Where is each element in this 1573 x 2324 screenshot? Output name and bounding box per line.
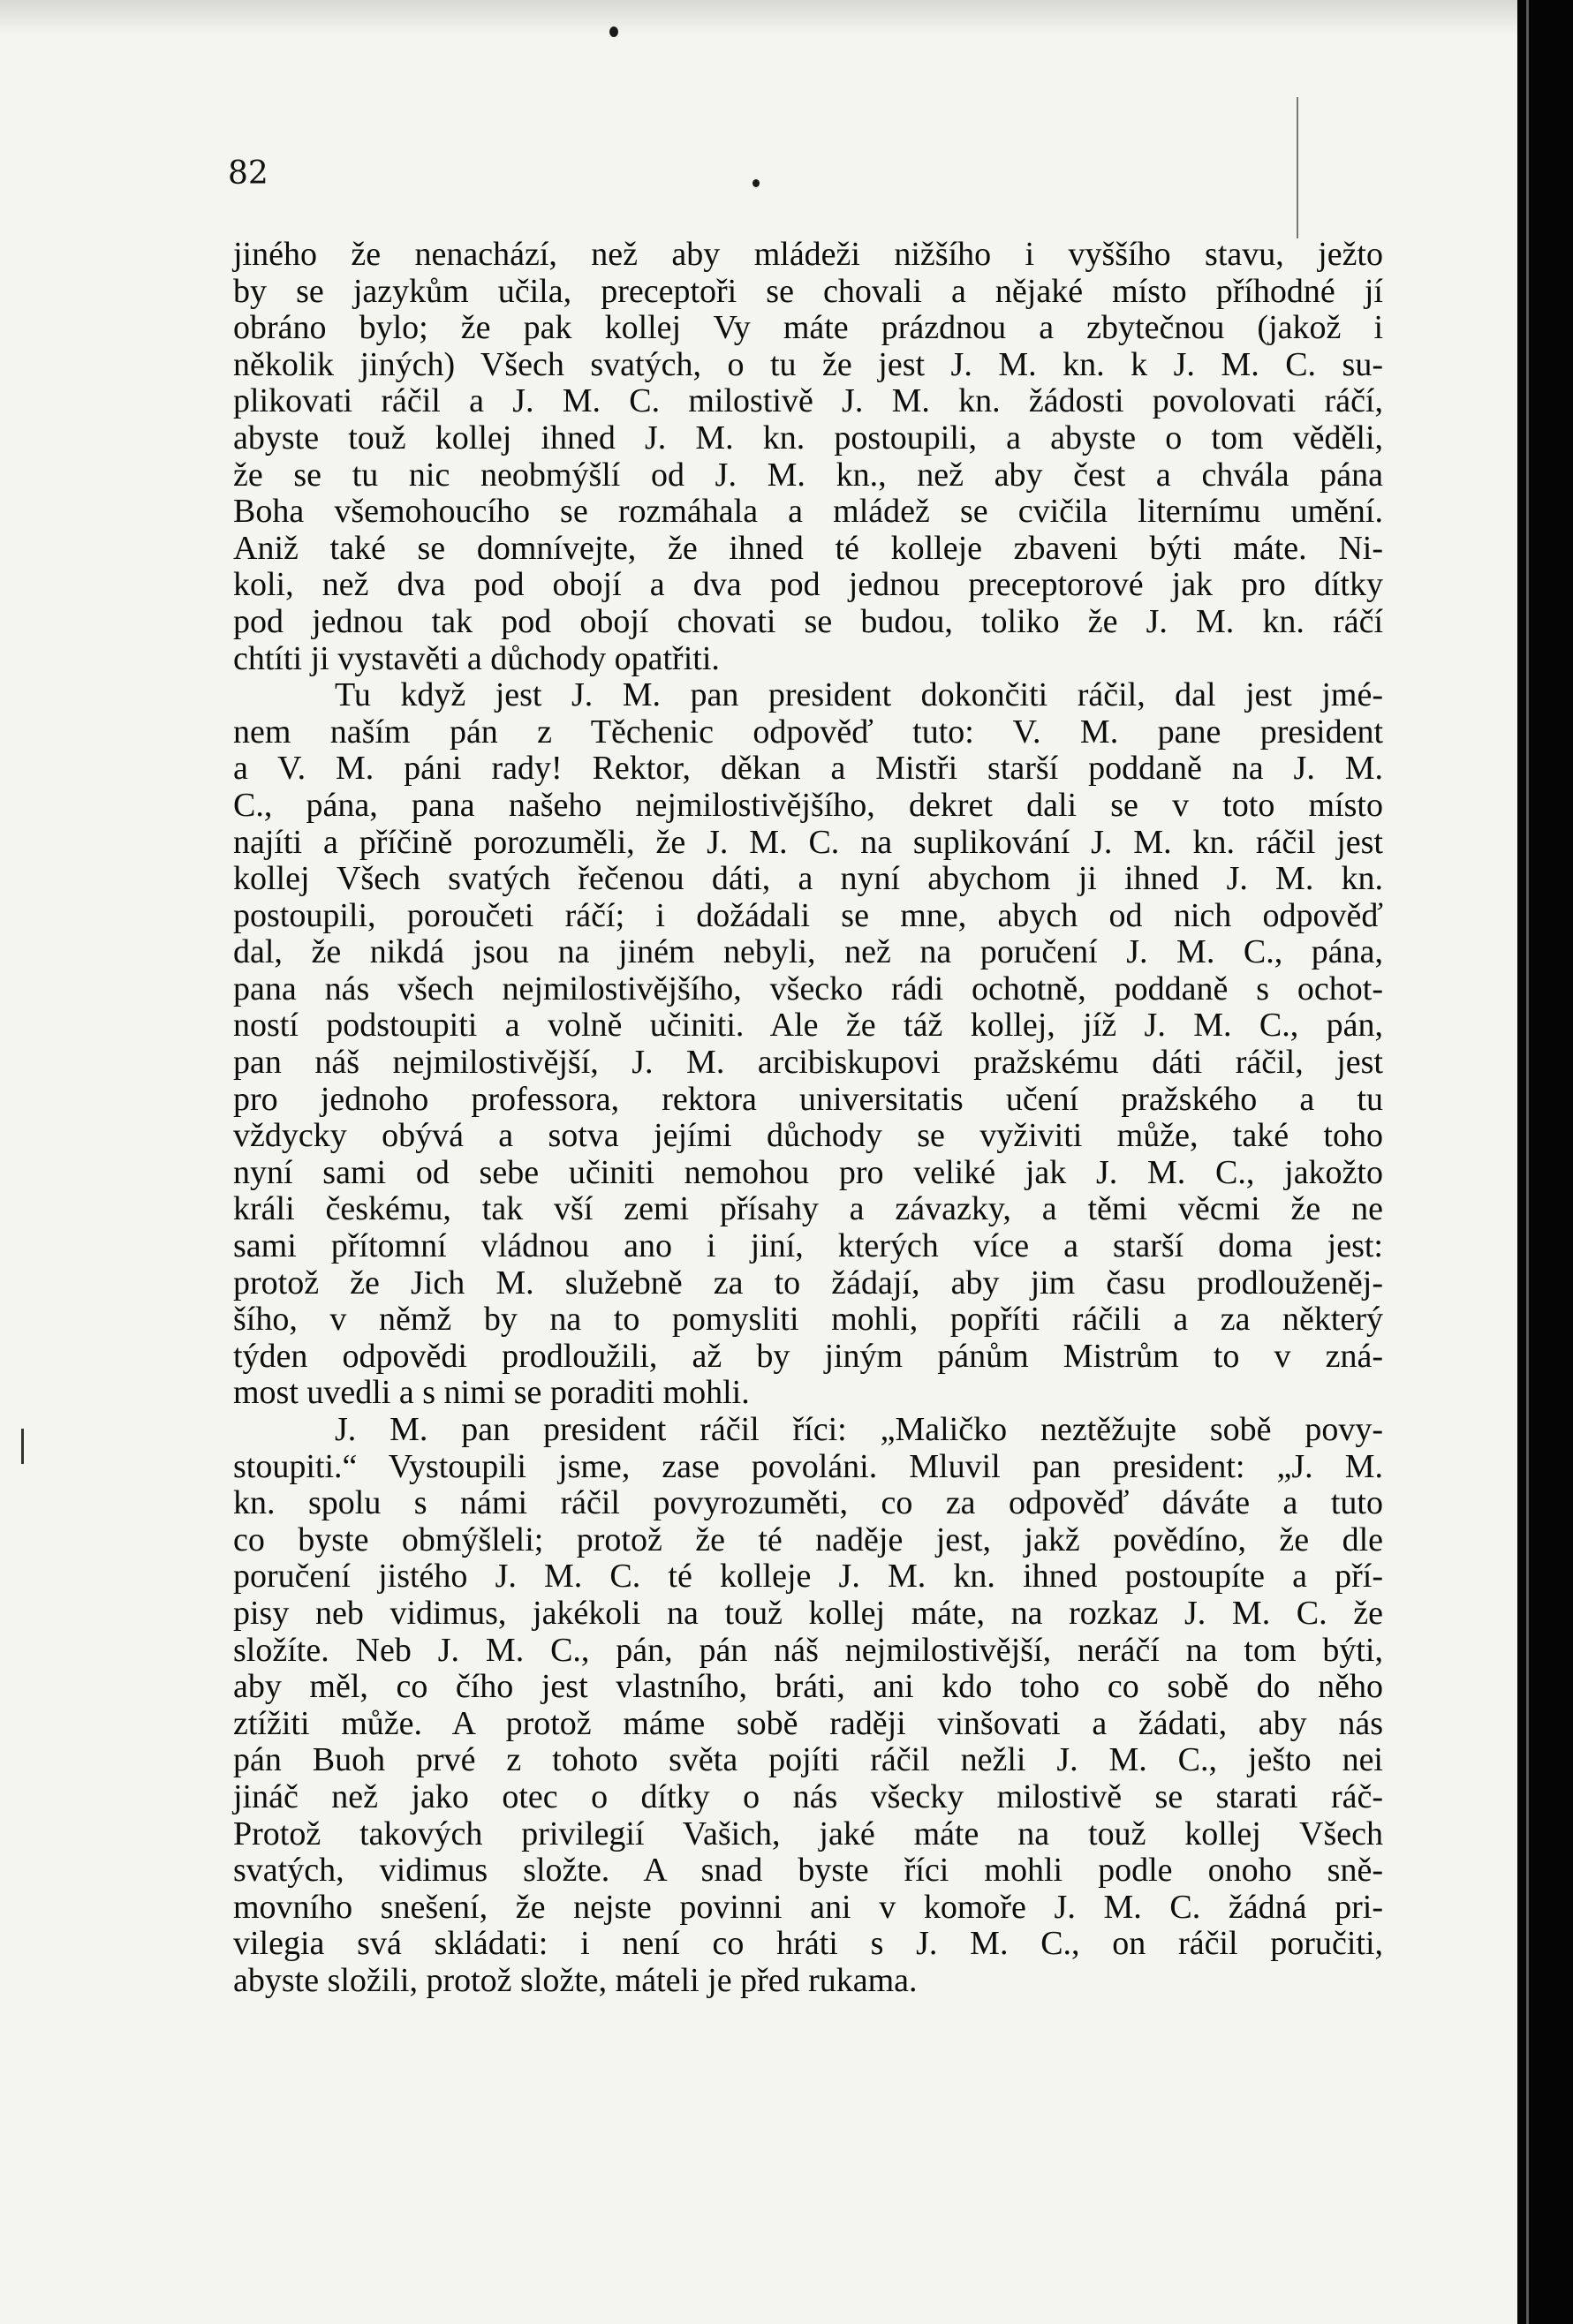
text-line: pan náš nejmilostivější, J. M. arcibiskupovi pražskému dáti ráčil, jest (233, 1044, 1383, 1082)
page-number: 82 (228, 155, 268, 192)
text-line: nem naším pán z Těchenic odpověď tuto: V. M. pane president (233, 713, 1383, 751)
text-line: aby měl, co čího jest vlastního, bráti, ani kdo toho co sobě do něho (233, 1668, 1383, 1706)
text-line: Aniž také se domnívejte, že ihned té kolleje zbaveni býti máte. Ni- (233, 529, 1383, 567)
text-line: vždycky obývá a sotva jejími důchody se vyživiti může, také toho (233, 1117, 1383, 1155)
text-line: obráno bylo; že pak kollej Vy máte prázdnou a zbytečnou (jakož i (233, 309, 1383, 347)
scan-speck (752, 179, 760, 187)
text-line: pán Buoh prvé z tohoto světa pojíti ráčil nežli J. M. C., ješto nei (233, 1741, 1383, 1779)
text-line: ztížiti může. A protož máme sobě raději vinšovati a žádati, aby nás (233, 1704, 1383, 1742)
text-line: C., pána, pana našeho nejmilostivějšího, dekret dali se v toto místo (233, 786, 1383, 824)
text-line: svatých, vidimus složte. A snad byste říci mohli podle onoho sně- (233, 1852, 1383, 1890)
text-line: stoupiti.“ Vystoupili jsme, zase povoláni. Mluvil pan president: „J. M. (233, 1447, 1383, 1485)
text-line: J. M. pan president ráčil říci: „Maličko neztěžujte sobě povy- (335, 1411, 1383, 1448)
text-line: by se jazykům učila, preceptoři se chovali a nějaké místo příhodné jí (233, 272, 1383, 310)
text-line: Protož takových privilegií Vašich, jaké máte na touž kollej Všech (233, 1815, 1383, 1852)
text-line: najíti a příčině porozuměli, že J. M. C. na suplikování J. M. kn. ráčil jest (233, 823, 1383, 861)
text-line: jináč než jako otec o dítky o nás všecky milostivě se starati ráč- (233, 1777, 1383, 1815)
text-line: vilegia svá skládati: i není co hráti s J. M. C., on ráčil poručiti, (233, 1925, 1383, 1963)
text-line: Tu když jest J. M. pan president dokončiti ráčil, dal jest jmé- (335, 676, 1383, 714)
text-line: postoupili, poroučeti ráčí; i dožádali se mne, abych od nich odpověď (233, 896, 1383, 934)
text-line: a V. M. páni rady! Rektor, děkan a Mistři starší poddaně na J. M. (233, 750, 1383, 788)
text-line: pisy neb vidimus, jakékoli na touž kollej máte, na rozkaz J. M. C. že (233, 1594, 1383, 1632)
text-line: protož že Jich M. služebně za to žádají, aby jim času prodlouženěj- (233, 1264, 1383, 1302)
text-line: dal, že nikdá jsou na jiném nebyli, než na poručení J. M. C., pána, (233, 933, 1383, 971)
text-line: kollej Všech svatých řečenou dáti, a nyní abychom ji ihned J. M. kn. (233, 860, 1383, 898)
text-line: že se tu nic neobmýšlí od J. M. kn., než aby čest a chvála pána (233, 456, 1383, 494)
text-line: složíte. Neb J. M. C., pán, pán náš nejmilostivější, neráčí na tom býti, (233, 1631, 1383, 1669)
text-line: několik jiných) Všech svatých, o tu že jest J. M. kn. k J. M. C. su- (233, 345, 1383, 383)
text-line: abyste složili, protož složte, máteli je před rukama. (233, 1961, 918, 1999)
text-line: Boha všemohoucího se rozmáhala a mládež se cvičila liternímu umění. (233, 493, 1383, 531)
text-line: chtíti ji vystavěti a důchody opatřiti. (233, 639, 720, 677)
text-line: pod jednou tak pod obojí chovati se budou, toliko že J. M. kn. ráčí (233, 602, 1383, 640)
scan-top-shadow (0, 0, 1517, 35)
margin-mark (21, 1429, 24, 1464)
text-line: co byste obmýšleli; protož že té naděje jest, jakž povědíno, že dle (233, 1520, 1383, 1558)
text-line: kn. spolu s námi ráčil povyrozuměti, co za odpověď dáváte a tuto (233, 1484, 1383, 1522)
text-line: sami přítomní vládnou ano i jiní, kterých více a starší doma jest: (233, 1227, 1383, 1265)
scan-speck (609, 26, 618, 37)
text-line: pana nás všech nejmilostivějšího, všecko rádi ochotně, poddaně s ochot- (233, 970, 1383, 1007)
text-line: koli, než dva pod obojí a dva pod jednou preceptorové jak pro dítky (233, 566, 1383, 604)
scan-border-line (1526, 0, 1529, 2324)
text-line: jiného že nenachází, než aby mládeži nižšího i vyššího stavu, ježto (233, 236, 1383, 273)
text-line: šího, v němž by na to pomysliti mohli, popříti ráčili a za některý (233, 1301, 1383, 1339)
text-line: pro jednoho professora, rektora universitatis učení pražského a tu (233, 1080, 1383, 1118)
text-line: ností podstoupiti a volně učiniti. Ale že táž kollej, jíž J. M. C., pán, (233, 1007, 1383, 1045)
body-text (233, 237, 1383, 2000)
text-line: nyní sami od sebe učiniti nemohou pro veliké jak J. M. C., jakožto (233, 1153, 1383, 1191)
text-line: most uvedli a s nimi se poraditi mohli. (233, 1374, 750, 1412)
text-line: poručení jistého J. M. C. té kolleje J. M. kn. ihned postoupíte a pří- (233, 1558, 1383, 1596)
scan-mark (1297, 97, 1298, 238)
text-line: plikovati ráčil a J. M. C. milostivě J. M. kn. žádosti povolovati ráčí, (233, 382, 1383, 420)
text-line: týden odpovědi prodloužili, až by jiným pánům Mistrům to v zná- (233, 1337, 1383, 1375)
text-line: králi českému, tak vší zemi přísahy a závazky, a těmi věcmi že ne (233, 1190, 1383, 1228)
text-line: movního snešení, že nejste povinni ani v komoře J. M. C. žádná pri- (233, 1888, 1383, 1926)
text-line: abyste touž kollej ihned J. M. kn. postoupili, a abyste o tom věděli, (233, 419, 1383, 456)
